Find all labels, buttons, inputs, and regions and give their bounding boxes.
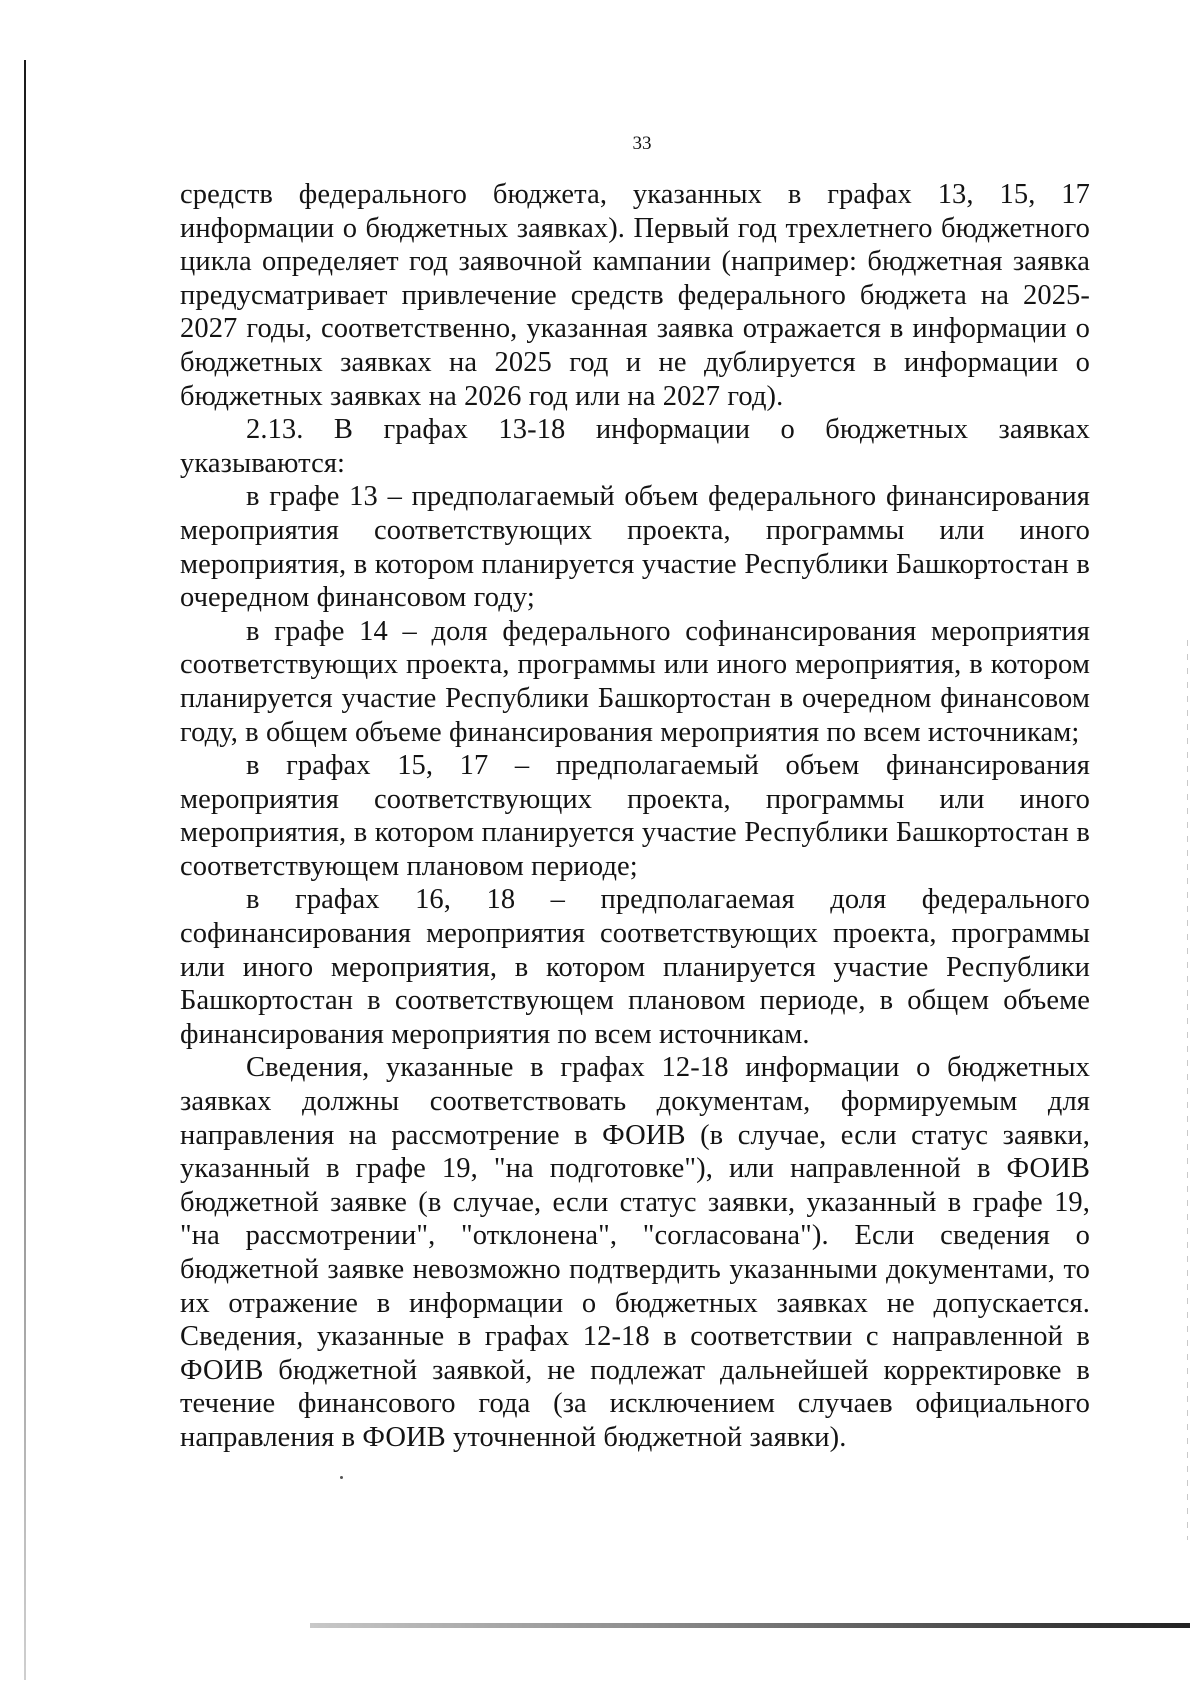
paragraph-information-requirements: Сведения, указанные в графах 12-18 информации о бюджетных заявках должны соответствовать документам, формируемым для направления на рассмотрение в ФОИВ (в случае, если статус заявки, указанный в графе 19, "на подготовке"), или направленной в ФОИВ бюджетной заявке (в случае, если статус заявки, указанный в графе 19, "на рассмотрении", "отклонена", "согласована"). Если сведения о бюджетной заявке невозможно подтвердить указанными документами, то их отражение в информации о бюджетных заявках не допускается. Сведения, указанные в графах 12-18 в соответствии с направленной в ФОИВ бюджетной заявкой, не подлежат дальнейшей корректировке в течение финансового года (за исключением случаев официального направления в ФОИВ уточненной бюджетной заявки).	[180, 1052, 1090, 1453]
paragraph-continuation: средств федерального бюджета, указанных в графах 13, 15, 17 информации о бюджетных заявках). Первый год трехлетнего бюджетного цикла определяет год заявочной кампании (например: бюджетная заявка предусматривает привлечение средств федерального бюджета на 2025-2027 годы, соответственно, указанная заявка отражается в информации о бюджетных заявках на 2025 год и не дублируется в информации о бюджетных заявках на 2026 год или на 2027 год).	[180, 179, 1090, 412]
paragraph-section-2-13: 2.13. В графах 13-18 информации о бюджетных заявках указываются:	[180, 414, 1090, 479]
scan-right-edge	[1187, 640, 1188, 1540]
document-body	[180, 178, 1090, 1455]
scan-bottom-line	[310, 1623, 1190, 1628]
scan-speck	[340, 1476, 343, 1479]
scan-left-edge	[24, 60, 26, 1680]
paragraph-column-13: в графе 13 – предполагаемый объем федерального финансирования мероприятия соответствующих проекта, программы или иного мероприятия, в котором планируется участие Республики Башкортостан в очередном финансовом году;	[180, 481, 1090, 614]
paragraph-columns-16-18: в графах 16, 18 – предполагаемая доля федерального софинансирования мероприятия соответствующих проекта, программы или иного мероприятия, в котором планируется участие Республики Башкортостан в соответствующем плановом периоде, в общем объеме финансирования мероприятия по всем источникам.	[180, 884, 1090, 1050]
page-number: 33	[632, 133, 652, 154]
paragraph-columns-15-17: в графах 15, 17 – предполагаемый объем финансирования мероприятия соответствующих проекта, программы или иного мероприятия, в котором планируется участие Республики Башкортостан в соответствующем плановом периоде;	[180, 750, 1090, 882]
paragraph-column-14: в графе 14 – доля федерального софинансирования мероприятия соответствующих проекта, программы или иного мероприятия, в котором планируется участие Республики Башкортостан в очередном финансовом году, в общем объеме финансирования мероприятия по всем источникам;	[180, 615, 1090, 748]
